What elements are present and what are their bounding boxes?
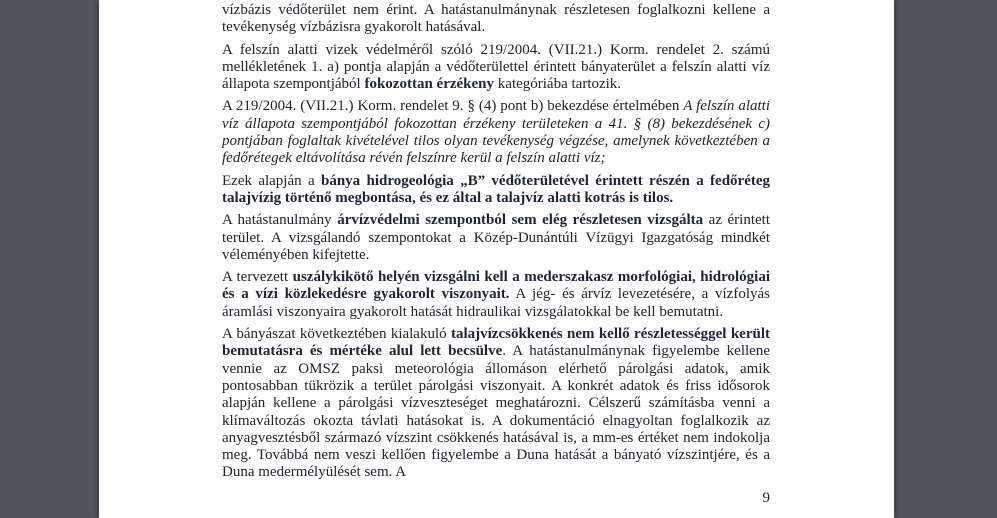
text-segment-normal: A bányászat következtében kialakuló — [222, 326, 451, 343]
document-content — [222, 2, 770, 487]
text-segment-bold: talajvízcsökkenés nem kellő részletességgel került bemutatásra és mértéke alul lett becsülve — [222, 326, 770, 360]
text-segment-normal: A 219/2004. (VII.21.) Korm. rendelet 9. § (4) pont b) bekezdése értelmében — [222, 98, 684, 115]
paragraph — [222, 98, 770, 167]
paragraph — [222, 2, 770, 37]
paragraph — [222, 42, 770, 94]
paragraph — [222, 326, 770, 482]
paragraph — [222, 269, 770, 321]
text-segment-normal: A hatástanulmány — [222, 212, 338, 229]
text-segment-normal: . A hatástanulmánynak figyelembe kellene vennie az OMSZ paksi meteorológia állomáson elérhető párolgási adatok, amik pontosabban tükrözik a terület párolgási viszonyait. A konkrét adatok és friss idősorok alapján kellene a párolgási vízveszteséget meghatározni. Célszerű számításba venni a klímaváltozás okozta távlati hatásokat is. A dokumentáció elnagyoltan foglalkozik az anyagvesztésből származó vízszint csökkenés hatásával is, a mm-es értéket nem indokolja meg. Továbbá nem veszi kellően figyelembe a Duna hatását a bányató vízszintjére, és a Duna medermélyülését sem. A — [222, 343, 770, 481]
text-segment-italic: A felszín alatti víz állapota szempontjából fokozottan érzékeny területeken a 41. § (8) bekezdésének c) pontjában foglaltak kivételével tilos olyan tevékenység végzése, amelynek következtében a fedőrétegek eltávolítása révén felszínre kerül a felszín alatti víz; — [222, 98, 770, 167]
text-segment-normal: Ezek alapján a — [222, 172, 321, 189]
text-segment-normal: A jég- és árvíz levezetésére, a vízfolyás áramlási viszonyaira gyakorolt hatását hidraulikai vizsgálatokkal be kell bemutatni. — [222, 286, 770, 320]
paragraph — [222, 212, 770, 264]
document-page — [99, 0, 894, 518]
text-segment-normal: vízbázis védőterület nem érint. A hatástanulmánynak részletesen foglalkozni kellene a tevékenység vízbázisra gyakorolt hatásával. — [222, 2, 770, 36]
text-segment-bold: fokozottan érzékeny — [364, 76, 495, 93]
text-segment-normal: A felszín alatti vizek védelméről szóló 219/2004. (VII.21.) Korm. rendelet 2. számú mellékletének 1. a) pontja alapján a védőterülettel érintett bányaterület a felszín alatti víz állapota szempontjából — [222, 41, 770, 93]
text-segment-bold: bánya hidrogeológia „B” védőterületével érintett részén a fedőréteg talajvízig történő megbontása, és ez által a talajvíz alatti kotrás is tilos. — [222, 172, 770, 206]
text-segment-normal: kategóriába tartozik. — [494, 76, 622, 93]
text-segment-bold: árvízvédelmi szempontból sem elég részletesen vizsgálta — [337, 212, 704, 229]
text-segment-normal: A tervezett — [222, 269, 293, 286]
paragraph — [222, 173, 770, 208]
text-segment-normal: az érintett terület. A vizsgálandó szempontokat a Közép-Dunántúli Vízügyi Igazgatóság mindkét véleményében kifejtette. — [222, 212, 770, 263]
page-number: 9 — [762, 490, 770, 506]
text-segment-bold: uszálykikötő helyén vizsgálni kell a mederszakasz morfológiai, hidrológiai és a vízi közlekedésre gyakorolt viszonyait. — [222, 269, 770, 303]
